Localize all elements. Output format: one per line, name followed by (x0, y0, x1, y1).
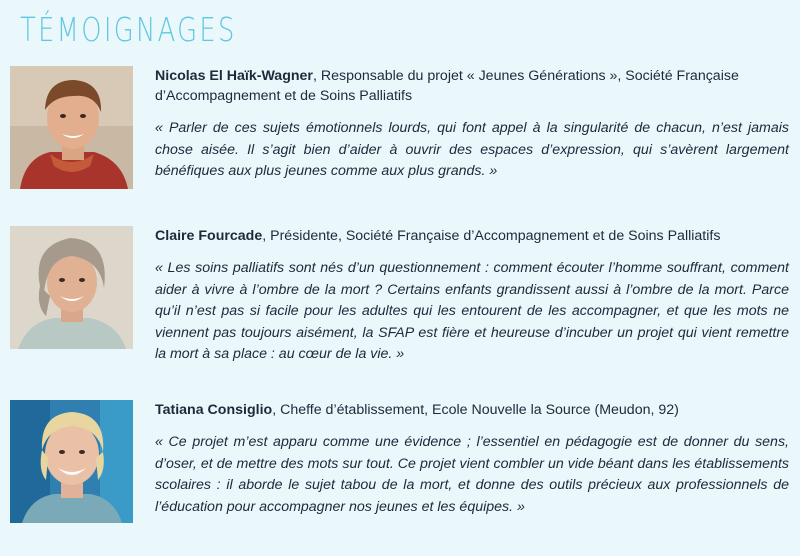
testimonial-quote: « Les soins palliatifs sont nés d’un questionnement : comment écouter l’homme souffrant, comment aider à vivre à l’ombre de la mort ? Certains enfants grandissent aussi à l’ombre de la mort. Parce qu’il n’est pas si facile pour les adultes qui les entourent de les accompagner, et que les mots ne viennent pas toujours aisément, la SFAP est fière et heureuse d’incuber un projet qui vient remettre la mort à sa place : au cœur de la vie. » (155, 260, 789, 362)
testimonial-content (155, 66, 789, 183)
testimonial-header (155, 66, 789, 106)
testimonial-role: , Présidente, Société Française d’Accompagnement et de Soins Palliatifs (262, 228, 721, 244)
avatar (10, 66, 133, 189)
avatar (10, 226, 133, 349)
testimonial-name: Tatiana Consiglio (155, 402, 273, 418)
testimonial-content (155, 226, 789, 366)
testimonial-name: Claire Fourcade (155, 228, 263, 244)
testimonial-role: , Cheffe d’établissement, Ecole Nouvelle la Source (Meudon, 92) (272, 402, 679, 418)
testimonial-role: , Responsable du projet « Jeunes Générations », Société Française d’Accompagnement et de Soins Palliatifs (155, 68, 739, 104)
testimonial-content (155, 400, 789, 518)
avatar (10, 400, 133, 523)
testimonial-header (155, 400, 789, 420)
testimonial-name: Nicolas El Haïk-Wagner (155, 68, 313, 84)
page-title: TÉMOIGNAGES (20, 10, 237, 49)
testimonial-header (155, 226, 789, 246)
testimonial-quote: « Ce projet m’est apparu comme une évidence ; l’essentiel en pédagogie est de donner du sens, d’oser, et de mettre des mots sur tout. Ce projet vient combler un vide béant dans les établissements scolaires : il aborde le sujet tabou de la mort, et donne des outils précieux aux professionnels de l’éducation pour accompagner nos jeunes et les équipes. » (155, 434, 789, 515)
testimonial-quote: « Parler de ces sujets émotionnels lourds, qui font appel à la singularité de chacun, n’est jamais chose aisée. Il s’agit bien d’aider à ouvrir des espaces d’expression, qui s’avèrent largement bénéfiques aux plus jeunes comme aux plus grands. » (155, 120, 789, 179)
